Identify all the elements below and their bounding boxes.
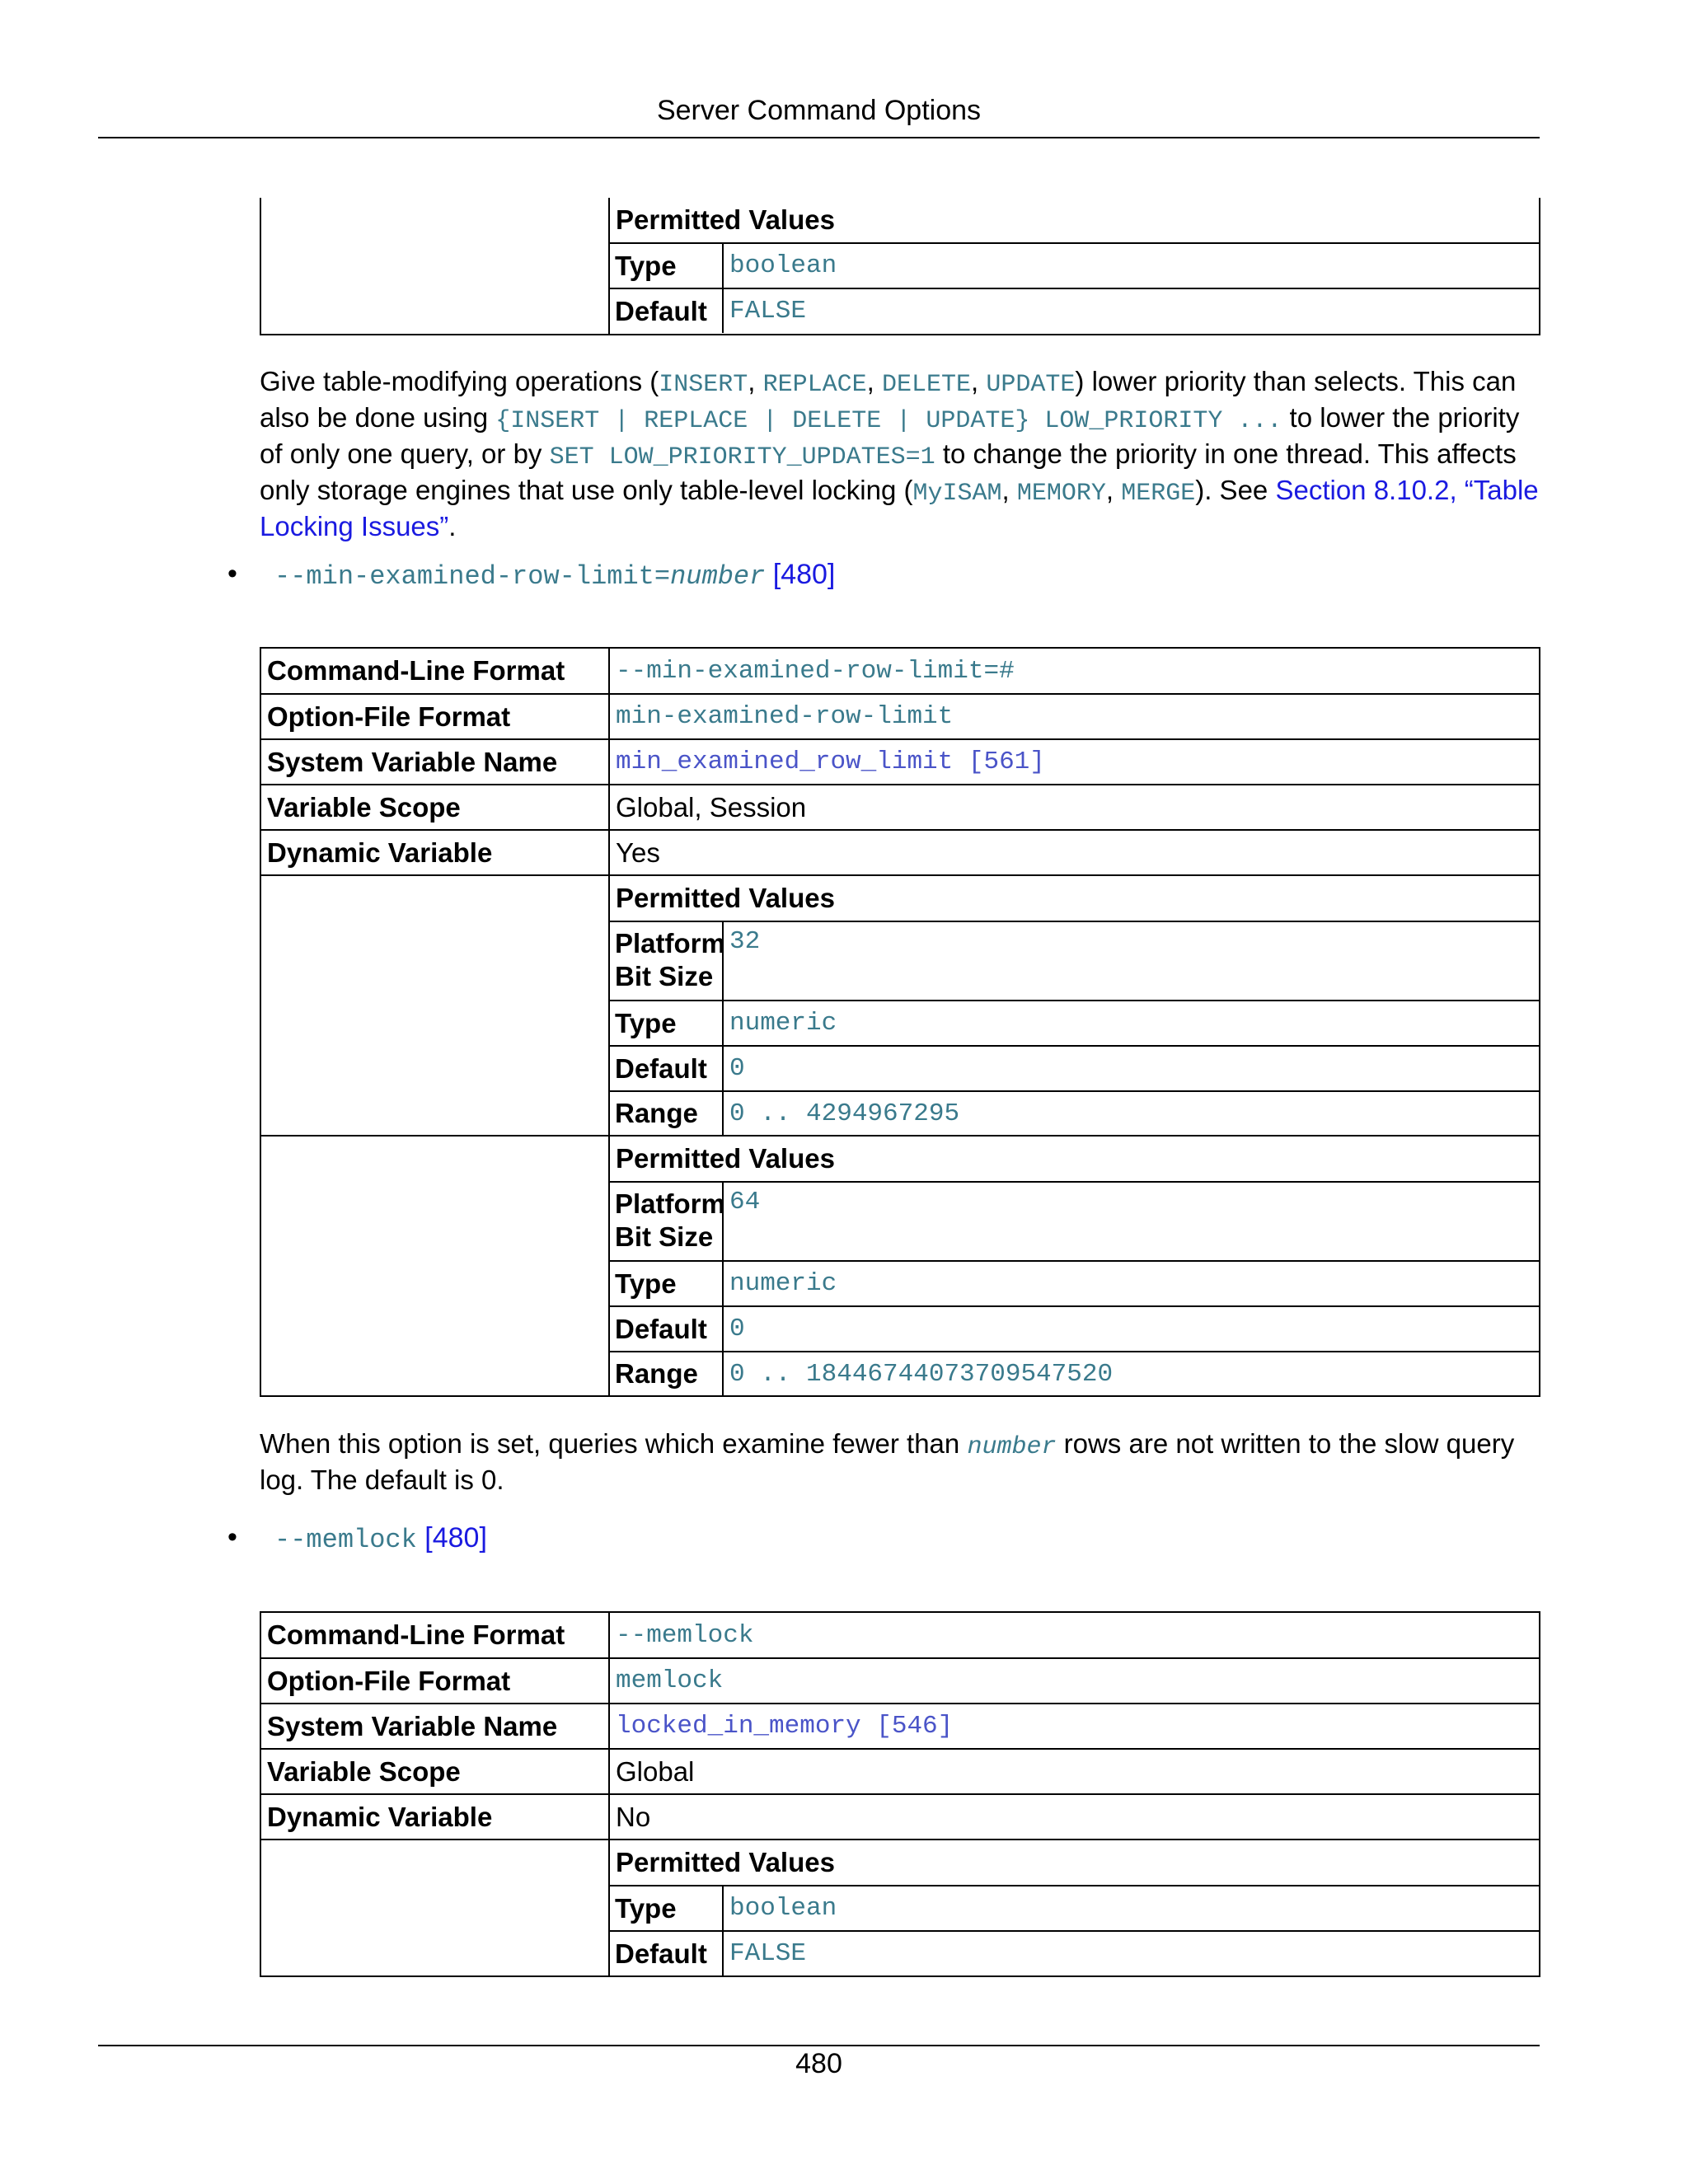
min-examined-description: When this option is set, queries which examine fewer than number rows are not written to the slow query log. The default is 0. (260, 1428, 1515, 1495)
type-label: Type (610, 1001, 724, 1045)
arg-number: number (967, 1433, 1057, 1461)
scope-label: Variable Scope (261, 785, 610, 829)
cmd-format-value: --min-examined-row-limit=# (616, 656, 1015, 686)
platform-bit-size-value: 32 (729, 927, 761, 956)
option-name: --min-examined-row-limit= (274, 561, 671, 592)
empty-cell (261, 198, 610, 334)
type-value: numeric (729, 1269, 837, 1298)
default-value: FALSE (729, 1939, 807, 1968)
header-divider (98, 137, 1540, 138)
code-update: UPDATE (986, 371, 1076, 399)
platform-bit-size-label: Platform Bit Size (610, 922, 724, 1000)
range-value: 0 .. 4294967295 (729, 1099, 960, 1128)
code-merge: MERGE (1121, 480, 1196, 508)
code-delete: DELETE (882, 371, 972, 399)
permitted-values-header: Permitted Values (616, 204, 835, 235)
page-number: 480 (795, 2048, 842, 2079)
scope-label: Variable Scope (261, 1750, 610, 1793)
platform-bit-size-value: 64 (729, 1188, 761, 1216)
scope-value: Global, Session (616, 791, 807, 823)
type-label: Type (610, 244, 724, 288)
empty-cell (261, 1840, 610, 1975)
type-value: boolean (729, 1894, 837, 1923)
file-format-label: Option-File Format (261, 1659, 610, 1703)
cmd-format-label: Command-Line Format (261, 1613, 610, 1657)
sysvar-label: System Variable Name (261, 1704, 610, 1748)
option-name: --memlock (274, 1525, 417, 1555)
default-value: 0 (729, 1054, 745, 1083)
file-format-value: min-examined-row-limit (616, 702, 954, 731)
permitted-values (610, 1840, 1539, 1975)
empty-cell (261, 876, 610, 1135)
cmd-format-value: --memlock (616, 1620, 754, 1650)
range-label: Range (610, 1352, 724, 1395)
code-set-low-priority: SET LOW_PRIORITY_UPDATES=1 (549, 443, 935, 471)
sysvar-label: System Variable Name (261, 740, 610, 784)
file-format-value: memlock (616, 1666, 724, 1695)
dynamic-label: Dynamic Variable (261, 1795, 610, 1839)
code-memory: MEMORY (1016, 480, 1106, 508)
min-examined-row-limit-table (260, 647, 1540, 1397)
option-arg: number (670, 561, 766, 592)
dynamic-value: Yes (616, 837, 660, 868)
top-permitted-values-table (260, 198, 1540, 335)
sysvar-link[interactable]: min_examined_row_limit [561] (616, 748, 1045, 776)
permitted-values-32 (610, 876, 1539, 1135)
default-label: Default (610, 1932, 724, 1975)
type-label: Type (610, 1886, 724, 1930)
code-myisam: MyISAM (912, 480, 1002, 508)
code-low-priority-syntax: {INSERT | REPLACE | DELETE | UPDATE} LOW_PRIORITY ... (495, 407, 1282, 435)
type-label: Type (610, 1262, 724, 1305)
cmd-format-label: Command-Line Format (261, 649, 610, 693)
scope-value: Global (616, 1755, 695, 1787)
option-min-examined-row-limit (274, 559, 835, 592)
range-value: 0 .. 18446744073709547520 (729, 1359, 1114, 1389)
range-label: Range (610, 1092, 724, 1135)
code-replace: REPLACE (762, 371, 867, 399)
type-value: boolean (729, 251, 837, 280)
type-value: numeric (729, 1009, 837, 1038)
footer-divider (98, 2045, 1540, 2046)
permitted-values-header: Permitted Values (616, 883, 835, 913)
default-value: 0 (729, 1315, 745, 1343)
default-label: Default (610, 1047, 724, 1090)
dynamic-label: Dynamic Variable (261, 831, 610, 874)
table-locking-link[interactable]: Section 8.10.2, “Table Locking Issues” (260, 475, 1539, 541)
empty-cell (261, 1137, 610, 1395)
code-insert: INSERT (659, 371, 748, 399)
default-label: Default (610, 1307, 724, 1351)
sysvar-link[interactable]: locked_in_memory [546] (616, 1712, 954, 1741)
page-header-title: Server Command Options (656, 95, 982, 126)
permitted-values-header: Permitted Values (616, 1143, 835, 1174)
option-memlock (274, 1522, 487, 1555)
option-page-ref-link[interactable]: [480] (424, 1522, 487, 1554)
permitted-values-64 (610, 1137, 1539, 1395)
option-page-ref-link[interactable]: [480] (772, 559, 836, 590)
low-priority-description: Give table-modifying operations (INSERT, REPLACE, DELETE, UPDATE) lower priority than selects. This can also be done using {INSERT | REPLACE | DELETE | UPDATE} LOW_PRIORITY ... to lower the priority of only one query, or by SET LOW_PRIORITY_UPDATES=1 to change the priority in one thread. This affects only storage engines that use only table-level locking (MyISAM, MEMORY, MERGE). See Section 8.10.2, “Table Locking Issues”. (260, 366, 1539, 541)
platform-bit-size-label: Platform Bit Size (610, 1183, 724, 1260)
bullet: • (227, 558, 237, 589)
default-label: Default (610, 289, 724, 333)
dynamic-value: No (616, 1801, 651, 1832)
permitted-values-header: Permitted Values (616, 1847, 835, 1877)
file-format-label: Option-File Format (261, 695, 610, 738)
default-value: FALSE (729, 297, 807, 326)
bullet: • (227, 1521, 237, 1553)
memlock-table (260, 1611, 1540, 1977)
